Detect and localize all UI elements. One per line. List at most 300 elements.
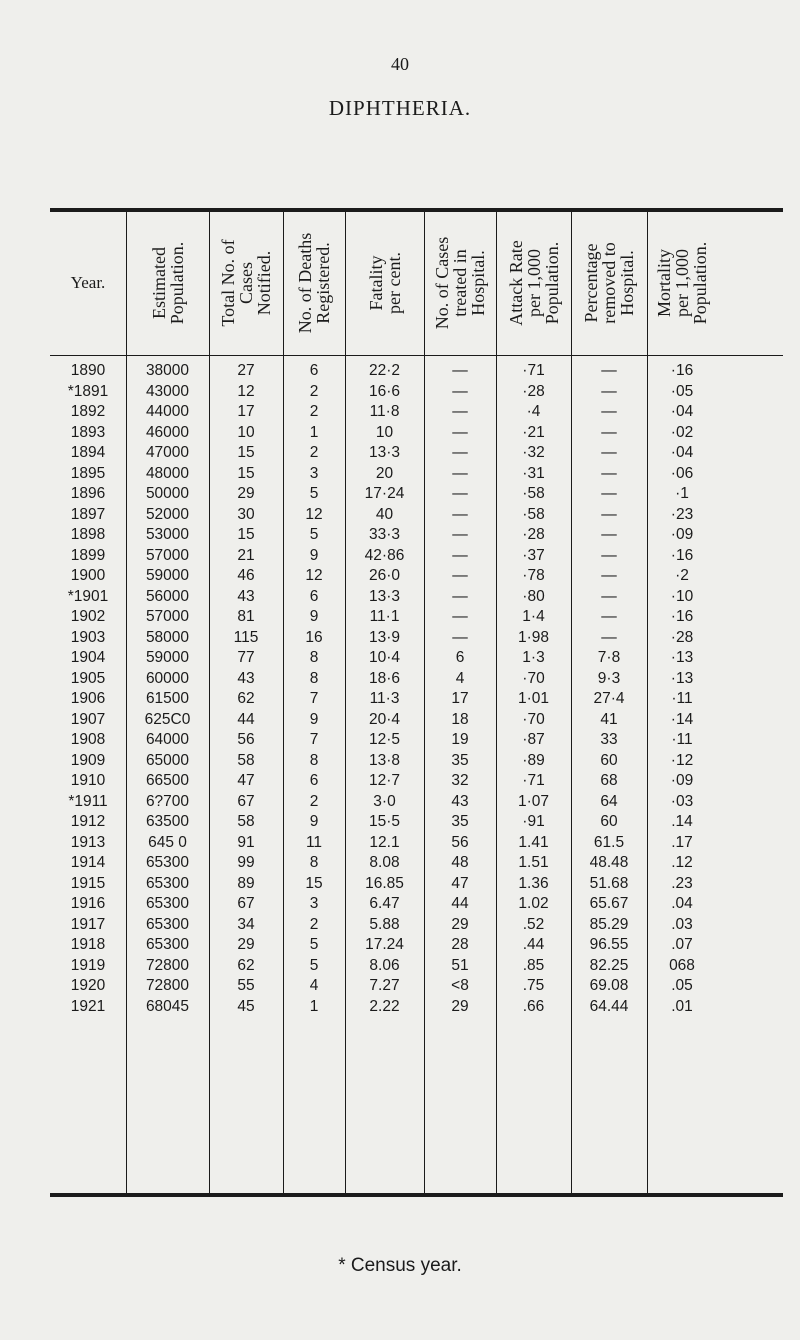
header-line: Notified. xyxy=(254,250,274,316)
cell-hospital: — xyxy=(452,567,468,584)
header-removed-text xyxy=(571,211,647,355)
header-notified xyxy=(209,211,283,355)
cell-population: 57000 xyxy=(145,608,190,625)
cell-year: 1903 xyxy=(70,628,106,646)
table-row xyxy=(0,607,800,628)
cell-fatality: 6.47 xyxy=(369,895,400,912)
cell-notified: 77 xyxy=(237,649,255,666)
cell-population: 6?700 xyxy=(145,792,190,810)
cell-attack-rate: ·4 xyxy=(526,403,541,420)
header-year xyxy=(50,211,126,355)
cell-notified: 46 xyxy=(237,567,255,584)
cell-mortality: .04 xyxy=(671,895,693,912)
cell-hospital: 6 xyxy=(455,649,465,666)
header-line: treated in xyxy=(450,249,470,317)
cell-removed: 9·3 xyxy=(597,669,621,687)
cell-attack-rate: .85 xyxy=(522,956,545,974)
cell-hospital: 35 xyxy=(451,813,469,830)
cell-deaths: 3 xyxy=(309,895,319,912)
cell-removed: 60 xyxy=(600,751,618,769)
cell-population: 43000 xyxy=(145,382,190,400)
cell-fatality: 16·6 xyxy=(368,382,401,400)
cell-population: 47000 xyxy=(145,444,190,461)
cell-attack-rate: ·78 xyxy=(522,567,545,584)
cell-deaths: 8 xyxy=(309,669,319,687)
cell-population: 65300 xyxy=(145,895,190,912)
cell-attack-rate: ·71 xyxy=(522,772,545,789)
cell-hospital: — xyxy=(452,444,468,461)
cell-removed: — xyxy=(601,526,617,543)
cell-mortality: ·23 xyxy=(670,505,694,523)
cell-hospital: 43 xyxy=(451,792,469,810)
cell-deaths: 8 xyxy=(309,854,319,871)
table-row xyxy=(0,812,800,833)
cell-mortality: 068 xyxy=(669,956,695,974)
cell-deaths: 15 xyxy=(305,874,323,892)
cell-attack-rate: ·32 xyxy=(522,444,545,461)
cell-hospital: 29 xyxy=(451,997,469,1015)
cell-notified: 81 xyxy=(237,608,255,625)
cell-mortality: ·13 xyxy=(670,669,694,687)
cell-year: 1918 xyxy=(70,936,106,953)
cell-mortality: ·09 xyxy=(670,772,694,789)
cell-fatality: 12.1 xyxy=(369,833,400,851)
header-line: per 1,000 xyxy=(523,249,544,317)
header-attack-rate xyxy=(496,211,571,355)
cell-fatality: 15·5 xyxy=(368,813,401,830)
cell-population: 63500 xyxy=(145,813,190,830)
cell-fatality: 33·3 xyxy=(368,526,401,543)
cell-attack-rate: ·80 xyxy=(522,587,545,605)
table-header-rule xyxy=(50,355,783,356)
cell-hospital: — xyxy=(452,546,468,564)
cell-fatality: 11·1 xyxy=(369,608,400,625)
cell-notified: 115 xyxy=(233,628,259,646)
cell-population: 46000 xyxy=(145,423,190,441)
cell-fatality: 12·7 xyxy=(368,772,401,789)
footnote: * Census year. xyxy=(338,1255,462,1276)
cell-fatality: 7.27 xyxy=(369,977,400,994)
cell-notified: 67 xyxy=(237,792,255,810)
cell-fatality: 26·0 xyxy=(368,567,401,584)
cell-removed: — xyxy=(601,362,617,379)
cell-removed: 48.48 xyxy=(589,854,629,871)
header-line: Fatality xyxy=(365,255,386,311)
table-row xyxy=(0,833,800,854)
cell-year: *1901 xyxy=(67,587,109,605)
cell-mortality: ·05 xyxy=(670,382,694,400)
cell-fatality: 16.85 xyxy=(365,874,404,892)
cell-notified: 99 xyxy=(237,854,255,871)
table-row xyxy=(0,997,800,1018)
cell-population: 60000 xyxy=(145,669,190,687)
cell-hospital: 18 xyxy=(451,710,469,728)
cell-attack-rate: ·70 xyxy=(522,710,545,728)
cell-notified: 15 xyxy=(237,464,255,482)
cell-deaths: 9 xyxy=(309,608,319,625)
cell-population: 65300 xyxy=(145,854,190,871)
cell-attack-rate: 1.41 xyxy=(518,833,549,851)
cell-year: 1899 xyxy=(70,546,106,564)
header-attack-rate-text xyxy=(496,211,571,355)
cell-attack-rate: 1.51 xyxy=(518,854,549,871)
cell-year: 1898 xyxy=(70,526,106,543)
table-header xyxy=(0,211,800,355)
header-line: Cases xyxy=(236,262,256,304)
cell-hospital: — xyxy=(452,485,468,502)
cell-removed: 33 xyxy=(600,731,618,748)
table-row xyxy=(0,730,800,751)
cell-deaths: 12 xyxy=(305,567,323,584)
cell-population: 48000 xyxy=(145,464,190,482)
cell-mortality: ·13 xyxy=(670,649,694,666)
cell-notified: 62 xyxy=(237,956,255,974)
cell-attack-rate: .44 xyxy=(522,936,545,953)
header-deaths-text xyxy=(283,211,345,355)
cell-notified: 30 xyxy=(237,505,255,523)
cell-year: 1892 xyxy=(70,403,106,420)
cell-deaths: 9 xyxy=(309,710,319,728)
cell-fatality: 5.88 xyxy=(369,915,400,933)
cell-hospital: — xyxy=(452,526,468,543)
table-row xyxy=(0,915,800,936)
cell-notified: 12 xyxy=(237,382,255,400)
table-row xyxy=(0,710,800,731)
cell-attack-rate: ·70 xyxy=(522,669,545,687)
cell-fatality: 13·8 xyxy=(368,751,401,769)
cell-hospital: 35 xyxy=(451,751,469,769)
header-notified-text xyxy=(209,211,283,355)
cell-attack-rate: 1·3 xyxy=(522,649,545,666)
table-row xyxy=(0,361,800,382)
cell-mortality: ·16 xyxy=(670,608,694,625)
cell-hospital: — xyxy=(452,362,468,379)
cell-attack-rate: ·71 xyxy=(522,362,545,379)
cell-fatality: 10·4 xyxy=(368,649,401,666)
table-row xyxy=(0,423,800,444)
cell-mortality: .01 xyxy=(671,997,693,1015)
table-row xyxy=(0,853,800,874)
cell-removed: 60 xyxy=(600,813,618,830)
cell-year: 1912 xyxy=(70,813,106,830)
cell-removed: — xyxy=(601,628,617,646)
cell-attack-rate: ·89 xyxy=(522,751,545,769)
cell-year: 1902 xyxy=(70,608,106,625)
cell-year: 1915 xyxy=(70,874,106,892)
cell-population: 50000 xyxy=(145,485,190,502)
cell-deaths: 6 xyxy=(309,772,319,789)
cell-population: 625C0 xyxy=(144,710,191,728)
cell-population: 58000 xyxy=(145,628,190,646)
cell-fatality: 13·3 xyxy=(368,444,401,461)
cell-removed: — xyxy=(601,485,617,502)
cell-removed: — xyxy=(601,546,617,564)
table-row xyxy=(0,628,800,649)
table-row xyxy=(0,464,800,485)
cell-attack-rate: 1·98 xyxy=(517,628,550,646)
header-year-label: Year. xyxy=(70,273,106,292)
table-row xyxy=(0,894,800,915)
cell-notified: 43 xyxy=(237,587,255,605)
cell-year: 1897 xyxy=(70,505,106,523)
header-fatality-text xyxy=(345,211,424,355)
cell-hospital: 32 xyxy=(451,772,469,789)
cell-deaths: 7 xyxy=(309,690,319,707)
cell-attack-rate: ·58 xyxy=(522,485,545,502)
cell-deaths: 5 xyxy=(309,936,319,953)
cell-mortality: ·1 xyxy=(675,485,689,502)
table-row xyxy=(0,935,800,956)
page-number: 40 xyxy=(391,54,409,74)
cell-mortality: .03 xyxy=(671,915,693,933)
cell-attack-rate: .66 xyxy=(522,997,545,1015)
cell-deaths: 3 xyxy=(309,464,319,482)
cell-attack-rate: 1·07 xyxy=(517,792,550,810)
cell-notified: 29 xyxy=(237,485,255,502)
cell-deaths: 2 xyxy=(309,403,319,420)
cell-mortality: .07 xyxy=(671,936,693,953)
cell-attack-rate: ·91 xyxy=(522,813,545,830)
cell-mortality: ·03 xyxy=(670,792,694,810)
cell-fatality: 20 xyxy=(375,464,394,482)
header-line: per cent. xyxy=(383,252,404,314)
cell-population: 65300 xyxy=(145,874,190,892)
cell-hospital: — xyxy=(452,403,468,420)
cell-notified: 15 xyxy=(237,526,255,543)
cell-population: 645 0 xyxy=(148,833,187,851)
cell-mortality: ·11 xyxy=(671,731,693,748)
cell-notified: 62 xyxy=(237,690,255,707)
cell-year: *1911 xyxy=(68,792,108,810)
cell-mortality: .12 xyxy=(671,854,693,871)
table-row xyxy=(0,525,800,546)
header-mortality-text xyxy=(647,211,717,355)
cell-population: 65300 xyxy=(145,936,190,953)
table-row xyxy=(0,382,800,403)
cell-notified: 67 xyxy=(237,895,255,912)
cell-removed: 82.25 xyxy=(589,956,629,974)
cell-mortality: ·10 xyxy=(670,587,694,605)
cell-removed: 65.67 xyxy=(589,895,629,912)
cell-notified: 89 xyxy=(237,874,255,892)
header-line: Percentage xyxy=(581,243,601,323)
cell-deaths: 1 xyxy=(309,997,319,1015)
table-row xyxy=(0,792,800,813)
cell-attack-rate: ·31 xyxy=(522,464,545,482)
table-row xyxy=(0,587,800,608)
cell-population: 61500 xyxy=(145,690,190,707)
table-row xyxy=(0,443,800,464)
cell-fatality: 17.24 xyxy=(365,936,404,953)
header-deaths xyxy=(283,211,345,355)
header-line: Attack Rate xyxy=(505,240,526,326)
cell-mortality: ·04 xyxy=(670,403,694,420)
cell-hospital: 51 xyxy=(451,956,469,974)
cell-deaths: 8 xyxy=(309,649,319,666)
cell-attack-rate: 1.36 xyxy=(518,874,549,892)
header-line: No. of Cases xyxy=(432,236,452,330)
table-row xyxy=(0,484,800,505)
cell-removed: 7·8 xyxy=(597,649,621,666)
cell-year: 1900 xyxy=(70,567,106,584)
cell-deaths: 9 xyxy=(309,546,319,564)
cell-fatality: 2.22 xyxy=(369,997,400,1015)
cell-year: 1913 xyxy=(70,833,106,851)
cell-deaths: 1 xyxy=(309,423,319,441)
cell-attack-rate: 1·4 xyxy=(522,608,545,625)
cell-mortality: ·09 xyxy=(670,526,694,543)
header-line: Hospital. xyxy=(468,250,488,316)
header-hospital-text xyxy=(424,211,496,355)
cell-removed: 41 xyxy=(600,710,618,728)
cell-year: 1916 xyxy=(70,895,106,912)
cell-year: 1921 xyxy=(70,997,106,1015)
cell-notified: 27 xyxy=(237,362,255,379)
cell-notified: 47 xyxy=(237,772,255,789)
cell-notified: 58 xyxy=(237,751,255,769)
header-line: Population. xyxy=(690,241,710,325)
cell-hospital: 44 xyxy=(451,895,469,912)
cell-year: 1890 xyxy=(70,362,106,379)
cell-attack-rate: ·37 xyxy=(522,546,545,564)
cell-removed: 61.5 xyxy=(593,833,625,851)
cell-attack-rate: .52 xyxy=(522,915,545,933)
cell-population: 56000 xyxy=(145,587,190,605)
cell-population: 53000 xyxy=(145,526,190,543)
cell-fatality: 22·2 xyxy=(368,362,401,379)
cell-fatality: 40 xyxy=(375,505,394,523)
header-line: removed to xyxy=(599,242,619,324)
cell-removed: 69.08 xyxy=(589,977,629,994)
cell-population: 64000 xyxy=(145,731,190,748)
cell-hospital: 4 xyxy=(455,669,465,687)
cell-year: 1896 xyxy=(70,485,106,502)
cell-hospital: 48 xyxy=(451,854,469,871)
cell-removed: — xyxy=(601,608,617,625)
header-line: Estimated xyxy=(148,247,169,319)
cell-removed: — xyxy=(601,382,617,400)
cell-hospital: — xyxy=(452,608,468,625)
cell-fatality: 13·3 xyxy=(368,587,401,605)
header-line: Population. xyxy=(166,241,187,325)
cell-mortality: ·04 xyxy=(670,444,694,461)
cell-hospital: — xyxy=(452,587,468,605)
cell-removed: — xyxy=(601,423,617,441)
cell-deaths: 6 xyxy=(309,587,319,605)
header-line: Hospital. xyxy=(617,250,637,316)
cell-attack-rate: ·21 xyxy=(522,423,545,441)
cell-mortality: ·06 xyxy=(670,464,694,482)
cell-attack-rate: 1·01 xyxy=(517,690,550,707)
table-row xyxy=(0,771,800,792)
cell-deaths: 12 xyxy=(305,505,323,523)
cell-hospital: 29 xyxy=(451,915,469,933)
header-line: No. of Deaths xyxy=(295,232,315,334)
cell-year: 1904 xyxy=(70,649,106,666)
cell-notified: 91 xyxy=(237,833,255,851)
cell-removed: — xyxy=(601,464,617,482)
cell-notified: 56 xyxy=(237,731,255,748)
cell-year: 1919 xyxy=(70,956,106,974)
cell-deaths: 2 xyxy=(309,444,319,461)
cell-fatality: 42·86 xyxy=(364,546,405,564)
cell-notified: 29 xyxy=(237,936,255,953)
cell-removed: 85.29 xyxy=(589,915,629,933)
header-fatality xyxy=(345,211,424,355)
table-row xyxy=(0,402,800,423)
cell-notified: 17 xyxy=(237,403,255,420)
cell-population: 72800 xyxy=(145,956,190,974)
table-row xyxy=(0,956,800,977)
cell-mortality: ·28 xyxy=(670,628,694,646)
header-population-text xyxy=(126,211,209,355)
cell-mortality: .23 xyxy=(671,874,693,892)
cell-fatality: 13·9 xyxy=(368,628,401,646)
cell-notified: 21 xyxy=(237,546,255,564)
cell-hospital: — xyxy=(452,423,468,441)
table-row xyxy=(0,566,800,587)
table-bottom-rule xyxy=(50,1193,783,1197)
cell-notified: 58 xyxy=(237,813,255,830)
cell-hospital: 28 xyxy=(451,936,469,953)
cell-deaths: 2 xyxy=(309,792,319,810)
cell-removed: — xyxy=(601,567,617,584)
cell-removed: 51.68 xyxy=(589,874,629,892)
cell-population: 57000 xyxy=(145,546,190,564)
table-row xyxy=(0,976,800,997)
header-removed xyxy=(571,211,647,355)
cell-year: 1894 xyxy=(70,444,106,461)
header-line: Registered. xyxy=(313,242,333,324)
cell-attack-rate: ·28 xyxy=(522,382,545,400)
cell-deaths: 2 xyxy=(309,915,319,933)
cell-attack-rate: ·87 xyxy=(522,731,545,748)
cell-fatality: 18·6 xyxy=(368,669,401,687)
cell-deaths: 16 xyxy=(305,628,323,646)
cell-mortality: .05 xyxy=(671,977,693,994)
cell-hospital: 19 xyxy=(451,731,469,748)
cell-hospital: — xyxy=(452,505,468,523)
cell-attack-rate: ·58 xyxy=(522,505,545,523)
cell-deaths: 7 xyxy=(309,731,319,748)
cell-hospital: — xyxy=(452,628,468,646)
cell-hospital: <8 xyxy=(451,977,469,994)
cell-mortality: ·16 xyxy=(670,362,694,379)
cell-deaths: 5 xyxy=(309,956,319,974)
cell-attack-rate: ·28 xyxy=(522,526,545,543)
table-row xyxy=(0,689,800,710)
cell-fatality: 3·0 xyxy=(373,792,396,810)
table-row xyxy=(0,546,800,567)
cell-year: 1909 xyxy=(70,751,106,769)
cell-removed: — xyxy=(601,587,617,605)
header-line: per 1,000 xyxy=(672,249,692,317)
cell-population: 59000 xyxy=(145,567,190,584)
cell-mortality: ·2 xyxy=(675,567,689,584)
header-population xyxy=(126,211,209,355)
header-line: Total No. of xyxy=(218,239,238,327)
cell-fatality: 8.08 xyxy=(369,854,400,871)
cell-hospital: — xyxy=(452,382,468,400)
cell-year: 1920 xyxy=(70,977,106,994)
cell-removed: 27·4 xyxy=(593,690,625,707)
cell-hospital: 17 xyxy=(451,690,469,707)
table-row xyxy=(0,751,800,772)
cell-deaths: 2 xyxy=(309,382,319,400)
cell-deaths: 4 xyxy=(309,977,319,994)
cell-removed: — xyxy=(601,403,617,420)
cell-removed: 64 xyxy=(600,792,618,810)
